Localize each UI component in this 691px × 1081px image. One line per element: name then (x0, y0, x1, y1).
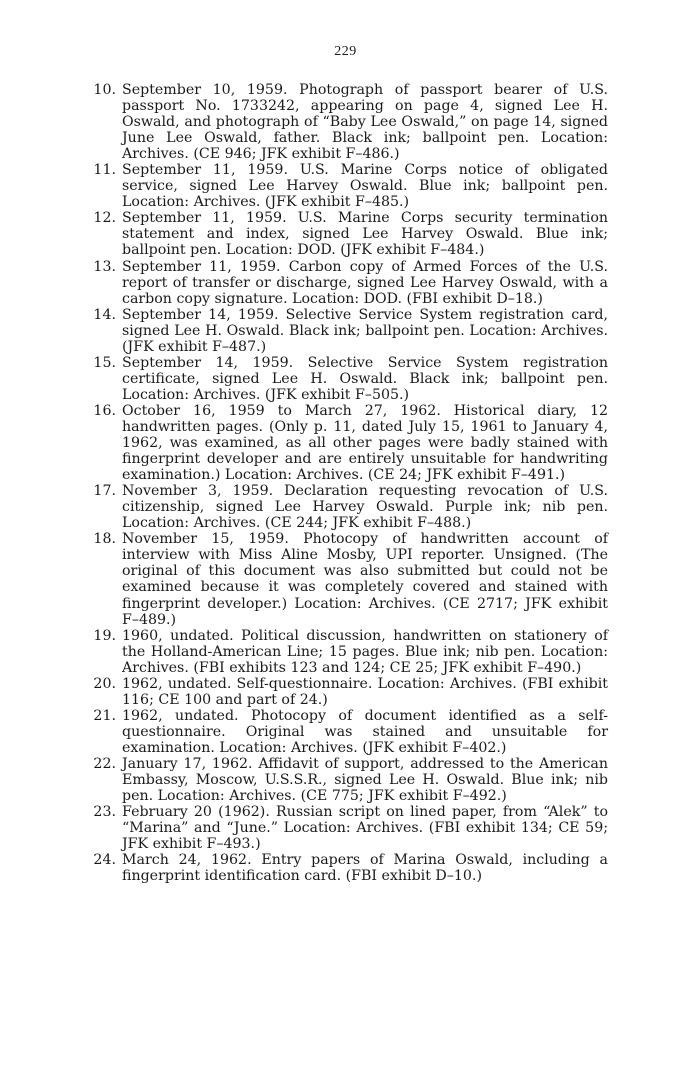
item-text: March 24, 1962. Entry papers of Marina Oswald, including a fingerprint identification card. (FBI exhibit D–10.) (122, 852, 608, 885)
item-number: 18. (93, 531, 116, 548)
list-item (88, 307, 608, 355)
item-text: September 11, 1959. U.S. Marine Corps notice of obligated service, signed Lee Harvey Oswald. Blue ink; ballpoint pen. Location: Archives. (JFK exhibit F–485.) (122, 162, 608, 211)
item-number: 12. (93, 210, 116, 227)
list-item (88, 628, 608, 676)
item-text: 1960, undated. Political discussion, handwritten on stationery of the Holland-American Line; 15 pages. Blue ink; nib pen. Location: Archives. (FBI exhibits 123 and 124; CE 25; JFK exhibit F–490.) (122, 627, 608, 676)
list-item (88, 676, 608, 708)
list-item (88, 756, 608, 804)
item-number: 15. (93, 354, 116, 371)
item-number: 11. (93, 162, 116, 179)
list-item (88, 210, 608, 258)
item-number: 20. (93, 675, 116, 692)
item-text: 1962, undated. Self-questionnaire. Location: Archives. (FBI exhibit 116; CE 100 and part of 24.) (122, 675, 608, 708)
item-text: February 20 (1962). Russian script on lined paper, from “Alek” to “Marina” and “June.” Location: Archives. (FBI exhibit 134; CE 59; JFK exhibit F–493.) (122, 804, 608, 853)
item-text: September 11, 1959. U.S. Marine Corps security termination statement and index, signed Lee Harvey Oswald. Blue ink; ballpoint pen. Location: DOD. (JFK exhibit F–484.) (122, 210, 608, 259)
item-text: September 11, 1959. Carbon copy of Armed Forces of the U.S. report of transfer or discharge, signed Lee Harvey Oswald, with a carbon copy signature. Location: DOD. (FBI exhibit D–18.) (122, 258, 608, 307)
list-item (88, 259, 608, 307)
item-number: 19. (93, 627, 116, 644)
item-number: 24. (93, 852, 116, 869)
item-text: September 14, 1959. Selective Service System registration card, signed Lee H. Oswald. Black ink; ballpoint pen. Location: Archives. (JFK exhibit F–487.) (122, 306, 608, 355)
item-number: 10. (93, 82, 116, 98)
list-item (88, 852, 608, 884)
list-item (88, 804, 608, 852)
page-number: 229 (334, 44, 357, 59)
item-text: October 16, 1959 to March 27, 1962. Historical diary, 12 handwritten pages. (Only p. 11, dated July 15, 1961 to January 4, 1962, was examined, as all other pages were badly stained with fingerprint developer and are entirely unsuitable for handwriting examination.) Location: Archives. (CE 24; JFK exhibit F–491.) (122, 402, 608, 484)
list-item (88, 483, 608, 531)
item-number: 23. (93, 804, 116, 821)
item-text: September 10, 1959. Photograph of passport bearer of U.S. passport No. 1733242, appearing on page 4, signed Lee H. Oswald, and photograph of “Baby Lee Oswald,” on page 14, signed June Lee Oswald, father. Black ink; ballpoint pen. Location: Archives. (CE 946; JFK exhibit F–486.) (122, 82, 608, 163)
item-text: November 3, 1959. Declaration requesting revocation of U.S. citizenship, signed Lee Harvey Oswald. Purple ink; nib pen. Location: Archives. (CE 244; JFK exhibit F–488.) (122, 483, 608, 532)
item-number: 13. (93, 258, 116, 275)
item-text: 1962, undated. Photocopy of document identified as a self-questionnaire. Original was stained and unsuitable for examination. Location: Archives. (JFK exhibit F–402.) (122, 707, 608, 756)
item-number: 16. (93, 402, 116, 419)
list-item (88, 162, 608, 210)
list-item (88, 82, 608, 162)
item-number: 14. (93, 306, 116, 323)
list-item (88, 403, 608, 483)
item-number: 17. (93, 483, 116, 500)
list-item (88, 355, 608, 403)
item-number: 21. (93, 707, 116, 724)
list-item (88, 708, 608, 756)
item-text: September 14, 1959. Selective Service System registration certificate, signed Lee H. Oswald. Black ink; ballpoint pen. Location: Archives. (JFK exhibit F–505.) (122, 354, 608, 403)
list-item (88, 531, 608, 627)
exhibit-list (88, 82, 608, 884)
item-text: January 17, 1962. Affidavit of support, addressed to the American Embassy, Moscow, U.S.S.R., signed Lee H. Oswald. Blue ink; nib pen. Location: Archives. (CE 775; JFK exhibit F–492.) (122, 755, 608, 805)
item-number: 22. (93, 755, 116, 772)
item-text: November 15, 1959. Photocopy of handwritten account of interview with Miss Aline Mosby, UPI reporter. Unsigned. (The original of this document was also submitted but could not be examined because it was completely covered and stained with fingerprint developer.) Location: Archives. (CE 2717; JFK exhibit F–489.) (122, 531, 608, 628)
